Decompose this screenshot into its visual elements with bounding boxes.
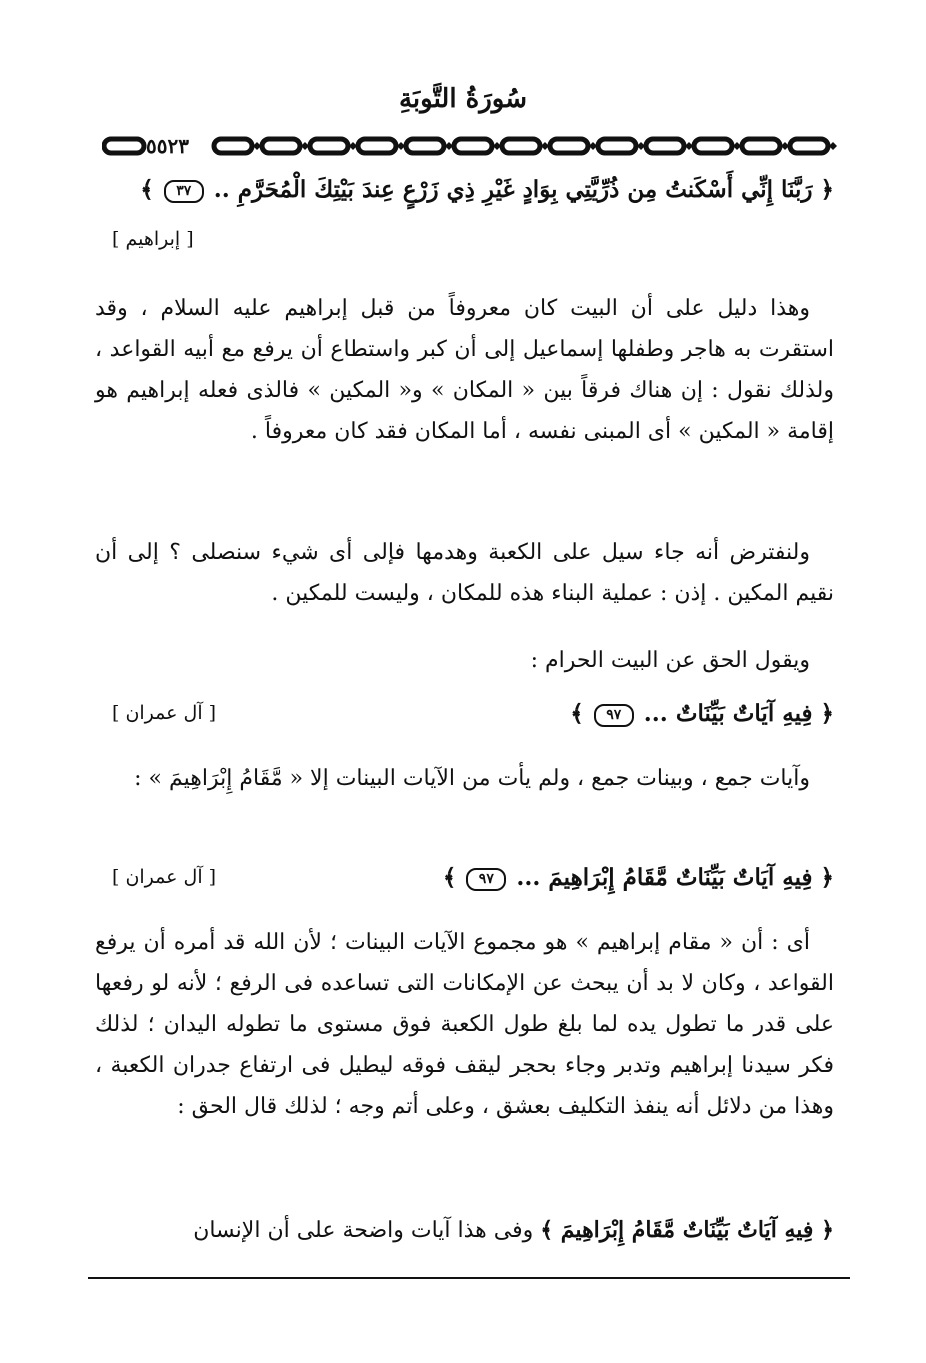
paragraph-2 <box>95 532 834 614</box>
verse-text: ﴿ فِيهِ آيَاتٌ بَيِّنَاتٌ مَّقَامُ إِبْرَاهِيمَ ... <box>516 864 834 891</box>
chain-ornament <box>102 130 860 162</box>
chain-link <box>310 139 348 153</box>
verse-reference: [ إبراهيم ] <box>112 228 194 250</box>
verse-text: ﴿ رَبَّنَا إِنِّي أَسْكَنتُ مِن ذُرِّيَّتِي بِوَادٍ غَيْرِ ذِي زَرْعٍ عِندَ بَيْتِكَ الْمُحَرَّمِ .. <box>213 176 834 203</box>
chain-link <box>550 139 588 153</box>
verse-ibrahim <box>140 176 834 203</box>
chain-link <box>214 139 252 153</box>
paragraph-text: ويقول الحق عن البيت الحرام : <box>530 648 810 673</box>
chain-link <box>598 139 636 153</box>
chain-link <box>262 139 300 153</box>
paragraph-text: وفى هذا آيات واضحة على أن الإنسان <box>193 1218 541 1243</box>
verse-text: ﴿ فِيهِ آيَاتٌ بَيِّنَاتٌ ... <box>643 700 834 727</box>
paragraph-6 <box>95 1210 834 1251</box>
paragraph-4 <box>95 758 834 799</box>
surah-title: سُورَةُ التَّوبَةِ <box>398 84 528 114</box>
paragraph-text: وهذا دليل على أن البيت كان معروفاً من قبل إبراهيم عليه السلام ، وقد استقرت به هاجر وطفلها إسماعيل إلى أن كبر واستطاع أن يرفع مع أبيه القواعد ، ولذلك نقول : إن هناك فرقاً بين « المكان » و« المكين » فالذى فعله إبراهيم هو إقامة « المكين » أى المبنى نفسه ، أما المكان فقد كان معروفاً . <box>95 296 834 444</box>
paragraph-text: ولنفترض أنه جاء سيل على الكعبة وهدمها فإلى أى شيء سنصلى ؟ إلى أن نقيم المكين . إذن : عملية البناء هذه للمكان ، وليست للمكين . <box>95 540 834 606</box>
verse-close-bracket: ﴾ <box>140 176 154 203</box>
verse-reference: [ آل عمران ] <box>112 702 217 724</box>
verse-close-bracket: ﴾ <box>570 700 584 727</box>
verse-number-badge: ٩٧ <box>594 704 634 727</box>
verse-number-badge: ٣٧ <box>164 180 204 203</box>
chain-diamond <box>829 142 837 150</box>
header-ornament-band <box>102 130 860 162</box>
verse-number-badge: ٩٧ <box>466 868 506 891</box>
chain-link <box>406 139 444 153</box>
verse-close-bracket: ﴾ <box>442 864 457 891</box>
chain-link <box>742 139 780 153</box>
chain-link <box>454 139 492 153</box>
verse-al-imran-2 <box>443 864 834 891</box>
chain-link <box>502 139 540 153</box>
verse-reference: [ آل عمران ] <box>112 866 217 888</box>
bottom-rule <box>88 1277 850 1279</box>
verse-al-imran-1 <box>570 700 834 727</box>
chain-link <box>694 139 732 153</box>
inline-verse: ﴿ فِيهِ آيَاتٌ بَيِّنَاتٌ مَّقَامُ إِبْرَاهِيمَ ﴾ <box>540 1217 834 1243</box>
chain-link <box>790 139 828 153</box>
paragraph-3 <box>95 640 834 681</box>
chain-link <box>646 139 684 153</box>
page-number: ٥٥٢٣ <box>146 134 189 158</box>
paragraph-text: وآيات جمع ، وبينات جمع ، ولم يأت من الآيات البينات إلا « مَّقَامُ إِبْرَاهِيمَ » : <box>134 766 810 791</box>
chain-link <box>358 139 396 153</box>
paragraph-5 <box>95 922 834 1127</box>
chain-link <box>104 139 144 153</box>
paragraph-1 <box>95 288 834 452</box>
paragraph-text: أى : أن « مقام إبراهيم » هو مجموع الآيات البينات ؛ لأن الله قد أمره أن يرفع القواعد ، وكان لا بد أن يبحث عن الإمكانات التى تساعده فى الرفع ؛ لأنه لو رفعها على قدر ما تطول يده لما بلغ طول الكعبة فوق مستوى ما تطوله اليدان ؛ لذلك فكر سيدنا إبراهيم وتدبر وجاء بحجر ليقف فوقه ليطيل فى ارتفاع جدران الكعبة ، وهذا من دلائل أنه ينفذ التكليف بعشق ، وعلى أتم وجه ؛ لذلك قال الحق : <box>95 930 834 1119</box>
